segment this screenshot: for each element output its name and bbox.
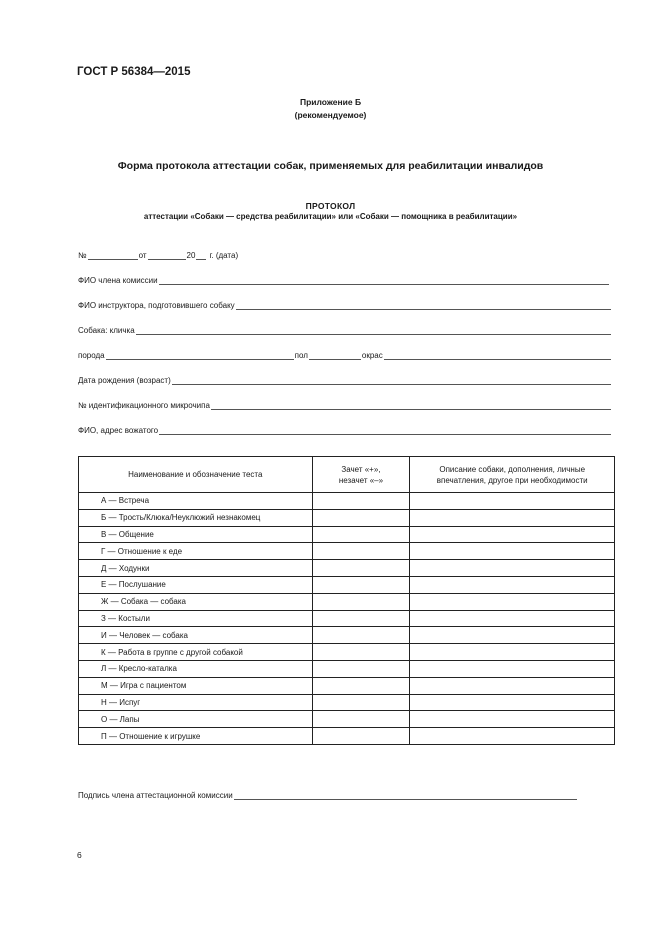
- sex-label: пол: [294, 351, 308, 360]
- signature-blank[interactable]: [234, 791, 577, 800]
- description-cell[interactable]: [410, 593, 615, 610]
- table-row: [79, 694, 615, 711]
- color-label: окрас: [361, 351, 383, 360]
- annex-heading: [0, 96, 661, 122]
- header-desc-line1: Описание собаки, дополнения, личные: [439, 464, 586, 474]
- table-row: [79, 677, 615, 694]
- annex-status: (рекомендуемое): [294, 110, 367, 120]
- dog-name-field: [78, 326, 612, 335]
- pass-cell[interactable]: [312, 526, 410, 543]
- annex-title: Приложение Б: [299, 97, 362, 107]
- test-name-cell: А — Встреча: [79, 493, 313, 510]
- table-row: [79, 610, 615, 627]
- header-desc-line2: впечатления, другое при необходимости: [436, 475, 588, 485]
- test-name-cell: В — Общение: [79, 526, 313, 543]
- pass-cell[interactable]: [312, 644, 410, 661]
- header-pass-line1: Зачет «+»,: [341, 464, 381, 474]
- protocol-subtitle: аттестации «Собаки — средства реабилитации» или «Собаки — помощника в реабилитации»: [143, 212, 518, 221]
- description-cell[interactable]: [410, 660, 615, 677]
- instructor-blank[interactable]: [236, 301, 611, 310]
- description-cell[interactable]: [410, 677, 615, 694]
- commission-member-field: [78, 276, 610, 285]
- description-cell[interactable]: [410, 694, 615, 711]
- table-header-row: [79, 457, 615, 493]
- chip-blank[interactable]: [211, 401, 611, 410]
- description-cell[interactable]: [410, 644, 615, 661]
- header-pass: [312, 457, 410, 493]
- test-name-cell: М — Игра с пациентом: [79, 677, 313, 694]
- description-cell[interactable]: [410, 493, 615, 510]
- commission-member-label: ФИО члена комиссии: [78, 276, 158, 285]
- description-cell[interactable]: [410, 711, 615, 728]
- protocol-title: ПРОТОКОЛ: [305, 201, 356, 211]
- description-cell[interactable]: [410, 543, 615, 560]
- from-label: от: [138, 251, 147, 260]
- instructor-label: ФИО инструктора, подготовившего собаку: [78, 301, 235, 310]
- pass-cell[interactable]: [312, 677, 410, 694]
- table-row: [79, 526, 615, 543]
- test-name-cell: Б — Трость/Клюка/Неуклюжий незнакомец: [79, 509, 313, 526]
- breed-label: порода: [78, 351, 105, 360]
- birth-date-field: [78, 376, 612, 385]
- test-name-cell: З — Костыли: [79, 610, 313, 627]
- pass-cell[interactable]: [312, 509, 410, 526]
- signature-field: [78, 791, 578, 800]
- table-row: [79, 493, 615, 510]
- form-title: Форма протокола аттестации собак, применяемых для реабилитации инвалидов: [117, 160, 544, 172]
- table-row: [79, 644, 615, 661]
- chip-field: [78, 401, 612, 410]
- pass-cell[interactable]: [312, 610, 410, 627]
- test-name-cell: Е — Послушание: [79, 576, 313, 593]
- test-name-cell: Л — Кресло-каталка: [79, 660, 313, 677]
- number-label: №: [78, 251, 87, 260]
- description-cell[interactable]: [410, 560, 615, 577]
- test-name-cell: Г — Отношение к еде: [79, 543, 313, 560]
- test-name-cell: Н — Испуг: [79, 694, 313, 711]
- description-cell[interactable]: [410, 627, 615, 644]
- birth-date-label: Дата рождения (возраст): [78, 376, 171, 385]
- pass-cell[interactable]: [312, 543, 410, 560]
- table-row: [79, 593, 615, 610]
- number-blank[interactable]: [88, 251, 138, 260]
- test-name-cell: Ж — Собака — собака: [79, 593, 313, 610]
- pass-cell[interactable]: [312, 560, 410, 577]
- pass-cell[interactable]: [312, 576, 410, 593]
- header-test: Наименование и обозначение теста: [79, 457, 313, 493]
- table-row: [79, 560, 615, 577]
- number-date-field: [78, 251, 612, 260]
- color-blank[interactable]: [384, 351, 611, 360]
- test-name-cell: К — Работа в группе с другой собакой: [79, 644, 313, 661]
- day-blank[interactable]: [148, 251, 186, 260]
- dog-name-blank[interactable]: [136, 326, 611, 335]
- tests-table: [78, 456, 615, 745]
- pass-cell[interactable]: [312, 694, 410, 711]
- test-name-cell: И — Человек — собака: [79, 627, 313, 644]
- table-row: [79, 728, 615, 745]
- description-cell[interactable]: [410, 576, 615, 593]
- page-number: 6: [77, 850, 82, 860]
- table-row: [79, 627, 615, 644]
- signature-label: Подпись члена аттестационной комиссии: [78, 791, 233, 800]
- pass-cell[interactable]: [312, 493, 410, 510]
- table-row: [79, 711, 615, 728]
- header-pass-line2: незачет «–»: [338, 475, 384, 485]
- table-row: [79, 509, 615, 526]
- description-cell[interactable]: [410, 610, 615, 627]
- birth-date-blank[interactable]: [172, 376, 611, 385]
- breed-blank[interactable]: [106, 351, 294, 360]
- dog-name-label: Собака: кличка: [78, 326, 135, 335]
- breed-sex-color-field: [78, 351, 612, 360]
- tests-body: [79, 493, 615, 745]
- pass-cell[interactable]: [312, 728, 410, 745]
- handler-label: ФИО, адрес вожатого: [78, 426, 159, 435]
- table-row: [79, 543, 615, 560]
- pass-cell[interactable]: [312, 627, 410, 644]
- date-suffix: г. (дата): [209, 251, 239, 260]
- test-name-cell: О — Лапы: [79, 711, 313, 728]
- test-name-cell: П — Отношение к игрушке: [79, 728, 313, 745]
- commission-member-blank[interactable]: [159, 276, 609, 285]
- description-cell[interactable]: [410, 509, 615, 526]
- table-row: [79, 660, 615, 677]
- table-row: [79, 576, 615, 593]
- chip-label: № идентификационного микрочипа: [78, 401, 210, 410]
- header-description: [410, 457, 615, 493]
- document-header: ГОСТ Р 56384—2015: [77, 66, 191, 78]
- sex-blank[interactable]: [309, 351, 361, 360]
- test-name-cell: Д — Ходунки: [79, 560, 313, 577]
- handler-blank[interactable]: [159, 426, 611, 435]
- pass-cell[interactable]: [312, 711, 410, 728]
- instructor-field: [78, 301, 612, 310]
- year-label: 20: [186, 251, 196, 260]
- year-blank[interactable]: [196, 251, 206, 260]
- pass-cell[interactable]: [312, 660, 410, 677]
- pass-cell[interactable]: [312, 593, 410, 610]
- description-cell[interactable]: [410, 728, 615, 745]
- handler-field: [78, 426, 612, 435]
- description-cell[interactable]: [410, 526, 615, 543]
